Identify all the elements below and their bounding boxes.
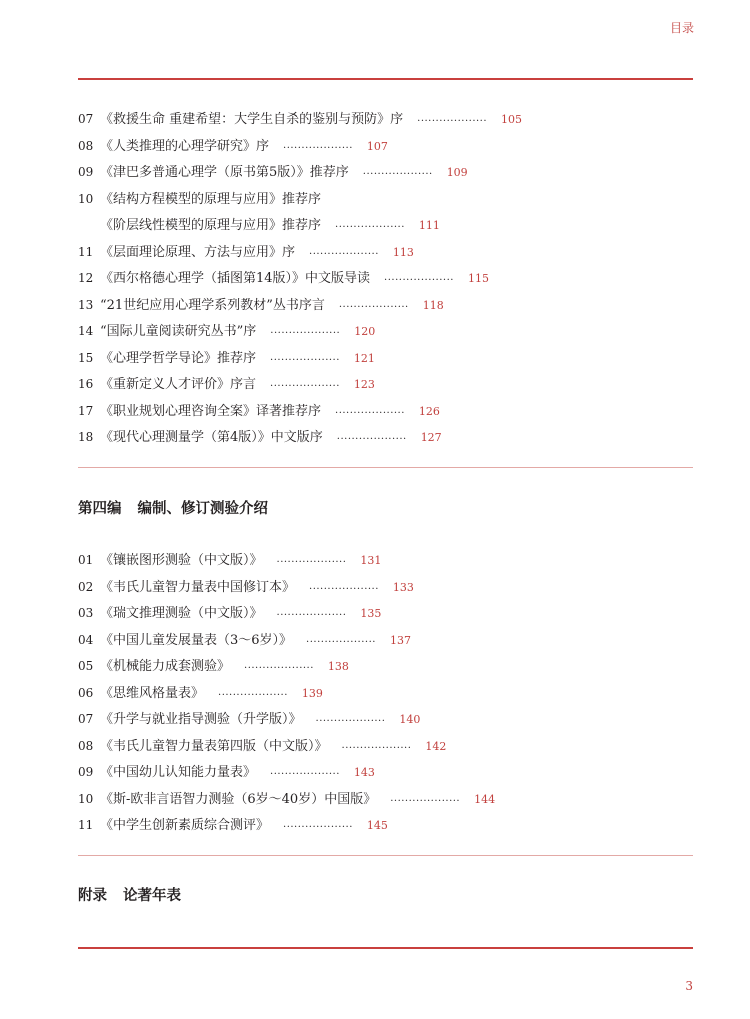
toc-entry-title: 《中学生创新素质综合测评》 [100, 818, 270, 833]
toc-entry-page: 131 [360, 554, 382, 567]
toc-entry [78, 265, 693, 292]
toc-entry-title: 《升学与就业指导测验（升学版）》 [100, 712, 302, 727]
toc-entry [78, 292, 693, 319]
toc-entry-page: 142 [425, 739, 447, 753]
toc-entry-number: 17 [78, 403, 94, 418]
appendix-heading [78, 884, 181, 905]
toc-entry-leader: ................... [315, 713, 386, 724]
toc-entry-page: 140 [399, 713, 421, 726]
toc-entry-title: 《中国儿童发展量表（3～6岁）》 [100, 632, 293, 648]
toc-entry-leader: ................... [384, 272, 454, 283]
toc-entry [78, 680, 693, 707]
toc-entry-page: 143 [353, 766, 375, 779]
toc-entry-title: 《韦氏儿童智力量表第四版（中文版）》 [100, 738, 328, 754]
toc-entry-number: 07 [78, 712, 94, 726]
toc-entry-leader: ................... [270, 325, 341, 336]
toc-entry [78, 398, 693, 425]
toc-entry-number: 07 [78, 112, 94, 126]
toc-entry-leader: ................... [309, 580, 379, 592]
toc-entry [78, 600, 693, 627]
toc-entry-page: 123 [353, 378, 375, 391]
toc-entry [78, 318, 693, 345]
toc-entry [78, 106, 693, 133]
bottom-rule [78, 947, 693, 949]
toc-entry [78, 627, 693, 654]
toc-entry-number: 09 [78, 165, 94, 179]
toc-entry [78, 345, 693, 372]
toc-entry-leader: ................... [270, 766, 340, 777]
section-4-label: 第四编 [78, 500, 122, 517]
appendix-title: 论著年表 [123, 887, 181, 904]
section-4-title: 编制、修订测验介绍 [137, 500, 268, 517]
toc-entry-number: 11 [78, 818, 94, 832]
toc-entry-page: 120 [354, 325, 376, 338]
toc-entry-title: 《西尔格德心理学（插图第14版）》中文版导读 [100, 271, 371, 286]
toc-entry-leader: ................... [362, 166, 433, 177]
appendix-label: 附录 [78, 887, 107, 904]
toc-entry-number: 15 [78, 350, 94, 365]
toc-entry-title: 《思维风格量表》 [100, 685, 205, 701]
toc-entry-number: 01 [78, 553, 94, 567]
toc-entry-title: 《人类推理的心理学研究》序 [100, 138, 270, 154]
section-4-heading [78, 497, 268, 518]
toc-entry-page: 109 [446, 166, 468, 179]
section-divider [78, 855, 693, 856]
toc-entry-number: 18 [78, 430, 94, 444]
toc-entry-number: 03 [78, 606, 94, 620]
toc-entry [78, 706, 693, 733]
toc-entry-leader: ................... [336, 431, 407, 442]
toc-entry [78, 812, 693, 839]
toc-entry-title: 《心理学哲学导论》推荐序 [100, 350, 257, 366]
toc-entry-title: 《结构方程模型的原理与应用》推荐序 [100, 191, 322, 207]
toc-entry-leader: ................... [390, 792, 461, 804]
toc-entry-number: 10 [78, 791, 94, 806]
toc-entry-leader: ................... [335, 404, 405, 416]
toc-entry-page: 113 [392, 245, 414, 259]
toc-entry-number: 10 [78, 191, 94, 206]
toc-entry [78, 547, 693, 574]
toc-entry-number: 14 [78, 324, 94, 338]
toc-entry-page: 137 [389, 633, 411, 647]
toc-entry-title: 《韦氏儿童智力量表中国修订本》 [100, 579, 296, 595]
toc-entry-title: 《机械能力成套测验》 [100, 659, 231, 674]
toc-entry [78, 212, 693, 239]
toc-entry [78, 159, 693, 186]
toc-entry-page: 111 [418, 219, 440, 232]
toc-entry-leader: ................... [338, 298, 409, 310]
toc-entry-leader: ................... [341, 739, 412, 751]
toc-entry-number: 11 [78, 244, 94, 259]
toc-entry-title: 《重新定义人才评价》序言 [100, 377, 257, 392]
toc-entry-title: 《层面理论原理、方法与应用》序 [100, 244, 296, 260]
toc-section-4 [78, 547, 693, 839]
toc-entry [78, 371, 693, 398]
toc-entry [78, 133, 693, 160]
toc-entry-leader: ................... [283, 819, 353, 830]
toc-entry-leader: ................... [218, 686, 288, 698]
toc-entry-leader: ................... [309, 245, 379, 257]
top-rule [78, 78, 693, 80]
toc-entry-leader: ................... [276, 607, 347, 618]
toc-entry [78, 574, 693, 601]
toc-entry-title: 《救援生命 重建希望：大学生自杀的鉴别与预防》序 [100, 112, 404, 127]
toc-entry-page: 105 [501, 113, 523, 126]
toc-entry [78, 653, 693, 680]
toc-entry-title: 《职业规划心理咨询全案》译著推荐序 [100, 403, 322, 419]
toc-entry-page: 133 [392, 580, 414, 594]
toc-entry-leader: ................... [335, 219, 405, 230]
toc-entry-page: 121 [353, 351, 375, 365]
toc-entry-number: 06 [78, 685, 94, 700]
toc-entry-number: 04 [78, 632, 94, 647]
toc-entry [78, 759, 693, 786]
toc-entry-title: “21世纪应用心理学系列教材”丛书序言 [100, 297, 325, 313]
toc-entry [78, 186, 693, 213]
toc-entry-number: 08 [78, 738, 94, 753]
toc-entry-leader: ................... [244, 660, 314, 671]
toc-entry-title: 《中国幼儿认知能力量表》 [100, 765, 257, 780]
toc-entry-page: 126 [418, 404, 440, 418]
toc-entry-number: 16 [78, 377, 94, 391]
toc-entry-title: 《瑞文推理测验（中文版）》 [100, 606, 263, 621]
toc-entry-number: 08 [78, 138, 94, 153]
section-divider [78, 467, 693, 468]
toc-entry-title: 《津巴多普通心理学（原书第5版）》推荐序 [100, 165, 349, 180]
toc-entry-page: 107 [366, 139, 388, 153]
toc-entry-page: 127 [420, 431, 442, 444]
toc-entry-number: 12 [78, 271, 94, 285]
toc-entry-title: “国际儿童阅读研究丛书”序 [100, 324, 257, 339]
toc-entry-title: 《斯-欧非言语智力测验（6岁～40岁）中国版》 [100, 791, 377, 807]
toc-entry [78, 733, 693, 760]
toc-entry-number: 09 [78, 765, 94, 779]
toc-entry-leader: ................... [306, 633, 376, 645]
toc-entry-title: 《阶层线性模型的原理与应用》推荐序 [100, 218, 322, 233]
toc-entry-number: 02 [78, 579, 94, 594]
toc-entry [78, 786, 693, 813]
toc-section-3 [78, 106, 693, 451]
toc-entry-page: 144 [474, 792, 496, 806]
toc-entry-leader: ................... [270, 351, 340, 363]
running-header: 目录 [669, 21, 694, 35]
toc-entry-page: 115 [467, 272, 489, 285]
toc-entry-page: 118 [422, 298, 444, 312]
toc-entry-title: 《镶嵌图形测验（中文版）》 [100, 553, 263, 568]
toc-entry-page: 135 [360, 607, 382, 620]
toc-entry-number: 05 [78, 659, 94, 673]
toc-entry-page: 138 [327, 660, 349, 673]
toc-entry-page: 139 [301, 686, 323, 700]
toc-entry-title: 《现代心理测量学（第4版）》中文版序 [100, 430, 323, 445]
toc-entry [78, 424, 693, 451]
toc-entry-leader: ................... [276, 554, 347, 565]
toc-entry-number: 13 [78, 297, 94, 312]
toc-entry-leader: ................... [283, 139, 353, 151]
toc-entry [78, 239, 693, 266]
toc-entry-page: 145 [366, 819, 388, 832]
toc-entry-leader: ................... [417, 113, 488, 124]
page-number: 3 [685, 979, 693, 993]
toc-entry-leader: ................... [270, 378, 340, 389]
